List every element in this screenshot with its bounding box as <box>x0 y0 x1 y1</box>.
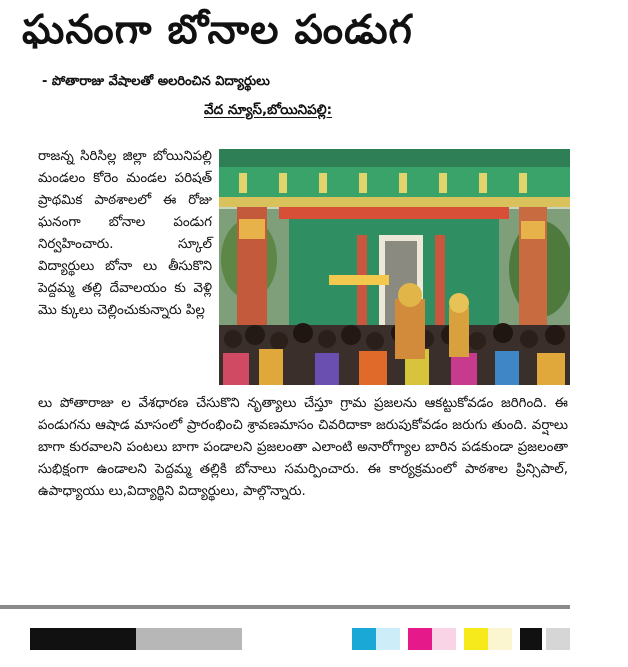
dateline: వేద న్యూస్,బోయినిపల్లి: <box>204 102 333 118</box>
registration-black-block <box>30 628 136 650</box>
yellow-swatch <box>464 628 488 650</box>
article-body-column: రాజన్న సిరిసిల్ల జిల్లా బోయినిపల్లి మండలం కోరెం మండల పరిషత్ ప్రాథమిక పాఠశాలలో ఈ రోజు ఘనంగా బోనాల పండుగ నిర్వహించారు. స్కూల్ విద్యార్థులు బోనా లు తీసుకొని పెద్దమ్మ తల్లి దేవాలయం కు వెళ్లి మొ క్కులు చెల్లించుకున్నారు పిల్ల <box>38 149 212 318</box>
article-body-full-width: లు పోతారాజు ల వేశధారణ చేసుకొని నృత్యాలు చేస్తూ గ్రామ ప్రజలను ఆకట్టుకోవడం జరిగింది. ఈ పండుగను ఆషాడ మాసంలో ప్రారంభించి శ్రావణమాసం చివరిదాకా జరుపుకోవడం జరుగు తుంది. వర్షాలు బాగా కురవాలని పంటలు బాగా పండాలని ప్రజలంతా ఎలాంటి అనారోగ్యాల బారిన పడకుండా ప్రజలంతా సుభిక్షంగా ఉండాలని పెద్దమ్మ తల్లికి బోనాలు సమర్పించారు. ఈ కార్యక్రమంలో పాఠశాల ప్రిన్సిపాల్, ఉపాధ్యాయు లు,విద్యార్థిని విద్యార్థులు, పాల్గొన్నారు. <box>38 396 568 499</box>
cyan-swatch <box>352 628 376 650</box>
registration-gray-block <box>136 628 242 650</box>
headline: ఘనంగా బోనాల పండుగ <box>22 7 413 53</box>
article-photo <box>219 149 570 385</box>
subheadline: - పోతారాజు వేషాలతో అలరించిన విద్యార్థులు <box>42 74 270 89</box>
page-divider <box>0 605 570 609</box>
black-swatch <box>520 628 542 650</box>
light-magenta-swatch <box>432 628 456 650</box>
temple-photo-illustration <box>219 149 570 385</box>
magenta-swatch <box>408 628 432 650</box>
light-gray-swatch <box>546 628 570 650</box>
light-cyan-swatch <box>376 628 400 650</box>
light-yellow-swatch <box>488 628 512 650</box>
